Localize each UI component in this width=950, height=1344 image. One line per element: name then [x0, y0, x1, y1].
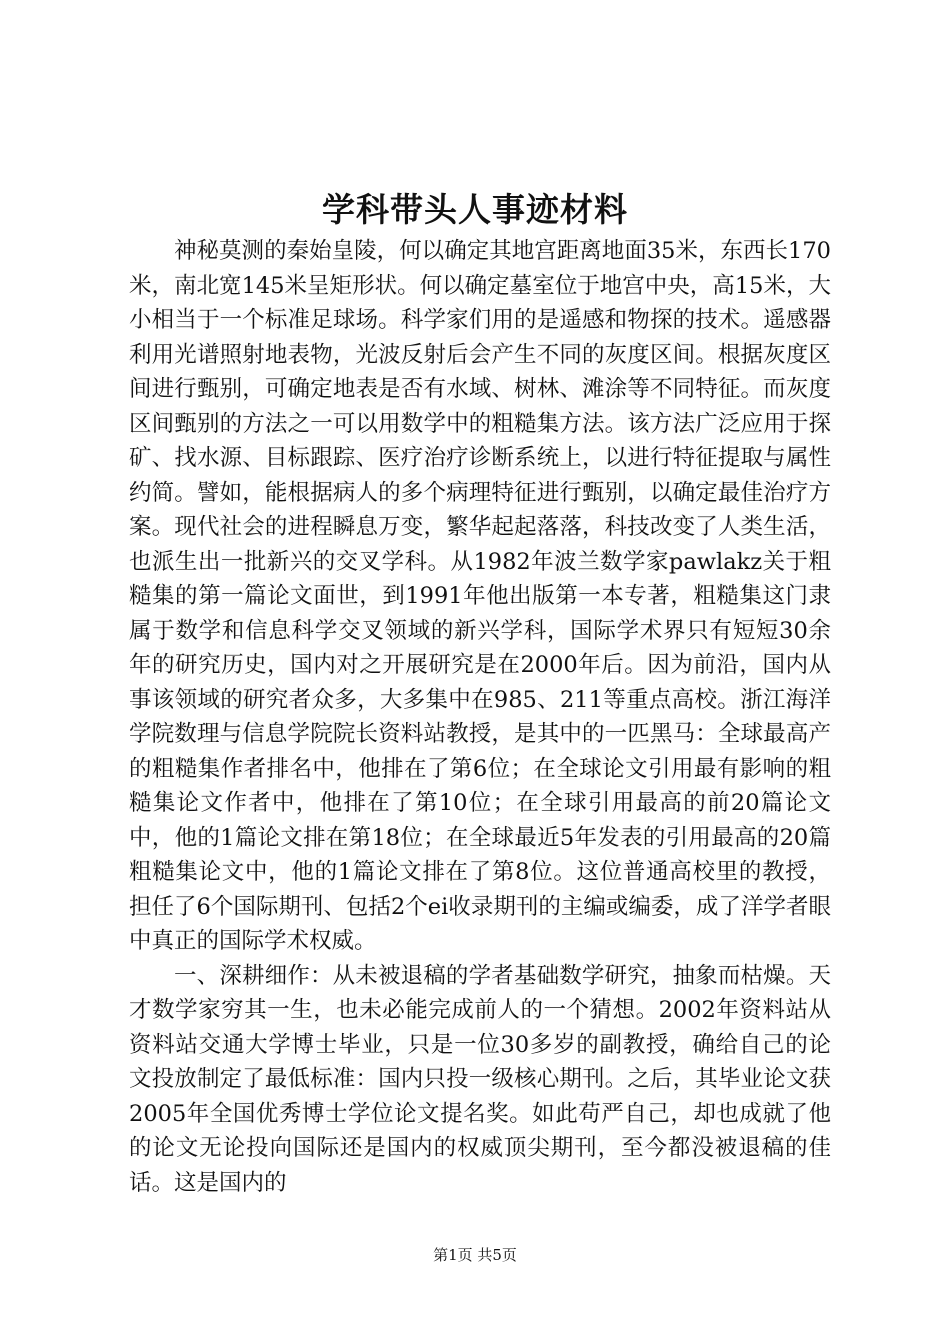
page-footer: 第1页 共5页	[433, 1246, 517, 1264]
paragraph-2: 一、深耕细作：从未被退稿的学者基础数学研究，抽象而枯燥。天才数学家穷其一生，也未必能完成前人的一个猜想。2002年资料站从资料站交通大学博士毕业，只是一位30多岁的副教授，确给自己的论文投放制定了最低标准：国内只投一级核心期刊。之后，其毕业论文获2005年全国优秀博士学位论文提名奖。如此苟严自己，却也成就了他的论文无论投向国际还是国内的权威顶尖期刊，至今都没被退稿的佳话。这是国内的	[129, 962, 831, 1196]
document-body	[129, 234, 831, 1200]
document-title: 学科带头人事迹材料	[322, 190, 628, 229]
paragraph-1: 神秘莫测的秦始皇陵，何以确定其地宫距离地面35米，东西长170米，南北宽145米呈矩形状。何以确定墓室位于地宫中央，高15米，大小相当于一个标准足球场。科学家们用的是遥感和物探的技术。遥感器利用光谱照射地表物，光波反射后会产生不同的灰度区间。根据灰度区间进行甄别，可确定地表是否有水域、树林、滩涂等不同特征。而灰度区间甄别的方法之一可以用数学中的粗糙集方法。该方法广泛应用于探矿、找水源、目标跟踪、医疗治疗诊断系统上，以进行特征提取与属性约简。譬如，能根据病人的多个病理特征进行甄别，以确定最佳治疗方案。现代社会的进程瞬息万变，繁华起起落落，科技改变了人类生活，也派生出一批新兴的交叉学科。从1982年波兰数学家pawlakz关于粗糙集的第一篇论文面世，到1991年他出版第一本专著，粗糙集这门隶属于数学和信息科学交叉领域的新兴学科，国际学术界只有短短30余年的研究历史，国内对之开展研究是在2000年后。因为前沿，国内从事该领域的研究者众多，大多集中在985、211等重点高校。浙江海洋学院数理与信息学院院长资料站教授，是其中的一匹黑马：全球最高产的粗糙集作者排名中，他排在了第6位；在全球论文引用最有影响的粗糙集论文作者中，他排在了第10位；在全球引用最高的前20篇论文中，他的1篇论文排在第18位；在全球最近5年发表的引用最高的20篇粗糙集论文中，他的1篇论文排在了第8位。这位普通高校里的教授，担任了6个国际期刊、包括2个ei收录期刊的主编或编委，成了洋学者眼中真正的国际学术权威。	[129, 238, 831, 954]
